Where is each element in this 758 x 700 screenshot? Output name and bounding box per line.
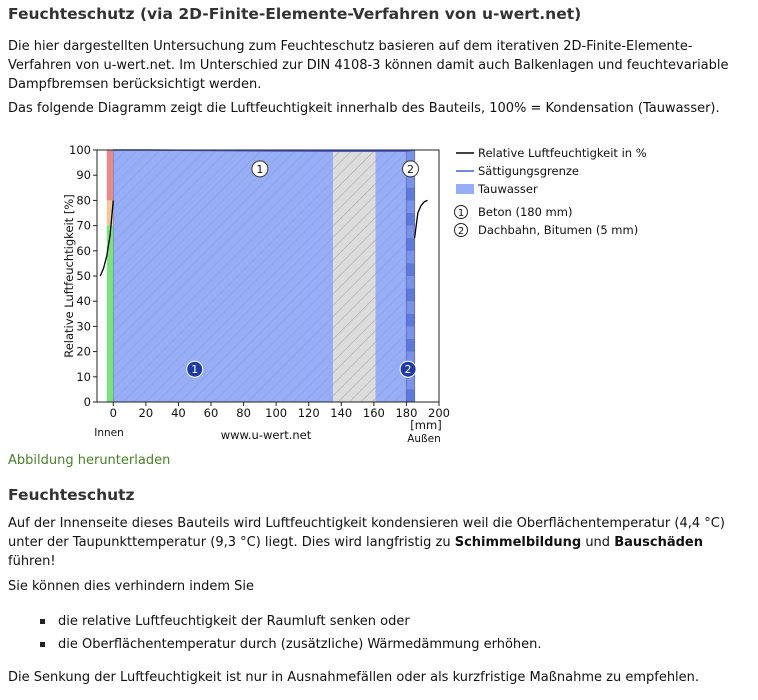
bitumen-layer-dash [406, 289, 414, 302]
x-tick-label: 60 [203, 406, 219, 420]
bitumen-layer-dash [406, 188, 414, 201]
layer-marker-bottom-label: 1 [191, 363, 199, 377]
legend-label: Beton (180 mm) [478, 205, 573, 219]
recommendation-item: die relative Luftfeuchtigkeit der Raumluft senken oder [40, 610, 542, 633]
prevent-intro: Sie können dies verhindern indem Sie [8, 579, 255, 594]
y-tick-label: 40 [76, 294, 91, 309]
x-tick-label: 160 [362, 406, 385, 420]
x-tick-label: 100 [265, 406, 288, 420]
bitumen-layer-dash [406, 314, 414, 327]
x-tick-label: 0 [109, 406, 117, 420]
hatched-layer-region [333, 150, 375, 402]
y-tick-label: 70 [76, 218, 91, 233]
condensation-warning-paragraph [8, 514, 748, 571]
y-tick-label: 60 [76, 243, 91, 258]
legend-patch-swatch [456, 184, 474, 194]
legend-label: Relative Luftfeuchtigkeit in % [478, 146, 647, 160]
recommendation-item: die Oberflächentemperatur durch (zusätzliche) Wärmedämmung erhöhen. [40, 633, 542, 656]
bitumen-layer-dash [406, 339, 414, 352]
outside-label: Außen [407, 433, 441, 445]
y-tick-label: 100 [69, 143, 91, 157]
legend-label: Sättigungsgrenze [478, 164, 579, 178]
download-figure-link[interactable]: Abbildung herunterladen [8, 453, 171, 468]
legend-label: Dachbahn, Bitumen (5 mm) [478, 223, 639, 237]
y-axis-label: Relative Luftfeuchtigkeit [%] [62, 194, 76, 358]
x-tick-label: 180 [395, 406, 418, 420]
layer-marker-top-label: 1 [256, 162, 264, 176]
x-tick-label: 20 [138, 406, 154, 420]
diagram-intro-paragraph: Das folgende Diagramm zeigt die Luftfeuchtigkeit innerhalb des Bauteils, 100% = Kondensation (Tauwasser). [8, 101, 720, 116]
warning-bold-mold: Schimmelbildung [454, 535, 582, 550]
y-tick-label: 80 [76, 193, 91, 208]
humidity-chart-svg [0, 140, 758, 450]
legend-marker-number: 2 [457, 226, 465, 237]
x-tick-label: 140 [330, 406, 353, 420]
y-tick-label: 10 [76, 369, 91, 384]
bitumen-layer-dash [406, 238, 414, 251]
humidity-chart [0, 140, 758, 450]
inside-label: Innen [94, 427, 124, 439]
x-tick-label: 80 [236, 406, 251, 420]
warning-text-2: und [581, 535, 615, 550]
x-tick-label: 200 [428, 406, 450, 420]
layer-marker-bottom-label: 2 [404, 363, 412, 377]
warning-text-1: Auf der Innenseite dieses Bauteils wird Luftfeuchtigkeit kondensieren weil die Oberflächentemperatur (4,4 °C) unter der Taupunkttemperatur (9,3 °C) liegt. Dies wird langfristig zu [8, 516, 725, 550]
y-tick-label: 0 [83, 395, 91, 409]
legend-label: Tauwasser [478, 182, 538, 196]
section-heading-feuchteschutz: Feuchteschutz [8, 486, 135, 504]
chart-watermark: www.u-wert.net [220, 428, 312, 442]
bitumen-layer-dash [406, 389, 414, 402]
bitumen-layer-dash [406, 213, 414, 226]
page-title: Feuchteschutz (via 2D-Finite-Elemente-Verfahren von u-wert.net) [8, 5, 582, 23]
intro-paragraph: Die hier dargestellten Untersuchung zum Feuchteschutz basieren auf dem iterativen 2D-Finite-Elemente-Verfahren von u-wert.net. Im Unterschied zur DIN 4108-3 können damit auch Balkenlagen und feuchtevariable Dampfbremsen berücksichtigt werden. [8, 39, 729, 92]
x-tick-label: 120 [297, 406, 320, 420]
x-axis-unit-label: [mm] [410, 418, 442, 432]
warning-bold-damage: Bauschäden [614, 535, 703, 550]
warning-text-3: führen! [8, 554, 56, 569]
recommendation-list [40, 610, 542, 656]
inner-bar-red [107, 150, 114, 200]
closing-paragraph: Die Senkung der Luftfeuchtigkeit ist nur in Ausnahmefällen oder als kurzfristige Maßnahme zu empfehlen. [8, 670, 700, 685]
y-tick-label: 30 [76, 319, 91, 334]
legend-marker-number: 1 [457, 208, 465, 219]
bitumen-layer-dash [406, 263, 414, 276]
x-tick-label: 40 [171, 406, 186, 420]
y-tick-label: 90 [76, 168, 91, 183]
tauwasser-region [113, 150, 333, 402]
y-tick-label: 50 [76, 269, 91, 283]
layer-marker-top-label: 2 [407, 162, 414, 176]
y-tick-label: 20 [76, 344, 91, 359]
